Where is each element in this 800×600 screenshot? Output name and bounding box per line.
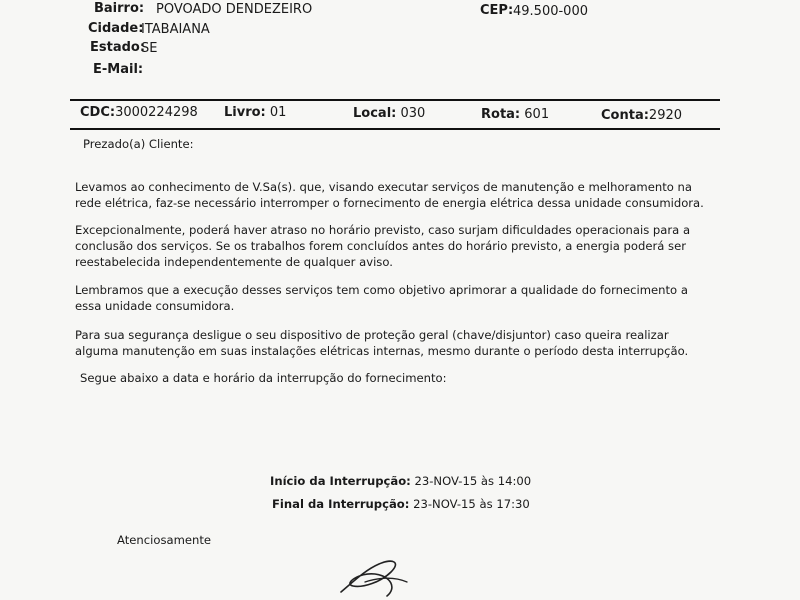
livro-value: 01 [269, 105, 287, 120]
bottom-rule [70, 128, 720, 130]
conta-label: Conta: [601, 108, 649, 123]
livro-field [224, 105, 286, 120]
inicio-label: Início da Interrupção: [270, 474, 411, 488]
paragraph-5: Segue abaixo a data e horário da interrupção do fornecimento: [80, 371, 447, 385]
paragraph-2: Excepcionalmente, poderá haver atraso no horário previsto, caso surjam dificuldades operacionais para a conclusão dos serviços. Se os trabalhos forem concluídos antes do horário previsto, a energia poderá ser reestabelecida independentemente de qualquer aviso. [75, 223, 691, 269]
local-field [353, 106, 425, 121]
handwritten-signature-icon [335, 552, 425, 600]
paragraph-1: Levamos ao conhecimento de V.Sa(s). que, visando executar serviços de manutenção e melhoramento na rede elétrica, faz-se necessário interromper o fornecimento de energia elétrica dessa unidade consumidora. [75, 180, 704, 210]
inicio-line [270, 474, 531, 488]
rota-label: Rota: [481, 107, 521, 122]
rota-value: 601 [524, 107, 550, 122]
rota-field [481, 107, 549, 122]
final-line [272, 497, 530, 511]
local-label: Local: [353, 106, 397, 121]
top-rule [70, 99, 720, 101]
email-label: E-Mail: [93, 62, 144, 77]
cep-value: 49.500-000 [513, 4, 588, 19]
paragraph-4: Para sua segurança desligue o seu dispositivo de proteção geral (chave/disjuntor) caso queira realizar alguma manutenção em suas instalações elétricas internas, mesmo durante o período desta interrupção. [75, 328, 689, 358]
cidade-label: Cidade: [88, 21, 144, 36]
conta-field [601, 108, 682, 123]
cep-label: CEP: [480, 3, 514, 18]
livro-label: Livro: [224, 105, 266, 120]
closing: Atenciosamente [117, 533, 212, 547]
conta-value: 2920 [648, 108, 683, 123]
cdc-label: CDC: [80, 105, 116, 120]
estado-label: Estado: [90, 40, 146, 55]
final-label: Final da Interrupção: [272, 497, 410, 511]
bairro-label: Bairro: [94, 1, 145, 16]
local-value: 030 [400, 106, 426, 121]
cidade-value: ITABAIANA [141, 22, 210, 37]
greeting: Prezado(a) Cliente: [83, 137, 194, 151]
cdc-field [80, 105, 198, 120]
final-value: 23-NOV-15 às 17:30 [413, 497, 530, 511]
paragraph-3: Lembramos que a execução desses serviços tem como objetivo aprimorar a qualidade do fornecimento a essa unidade consumidora. [75, 283, 688, 313]
bairro-value: POVOADO DENDEZEIRO [156, 2, 313, 17]
cdc-value: 3000224298 [115, 105, 198, 120]
inicio-value: 23-NOV-15 às 14:00 [414, 474, 532, 488]
estado-value: SE [141, 41, 158, 56]
